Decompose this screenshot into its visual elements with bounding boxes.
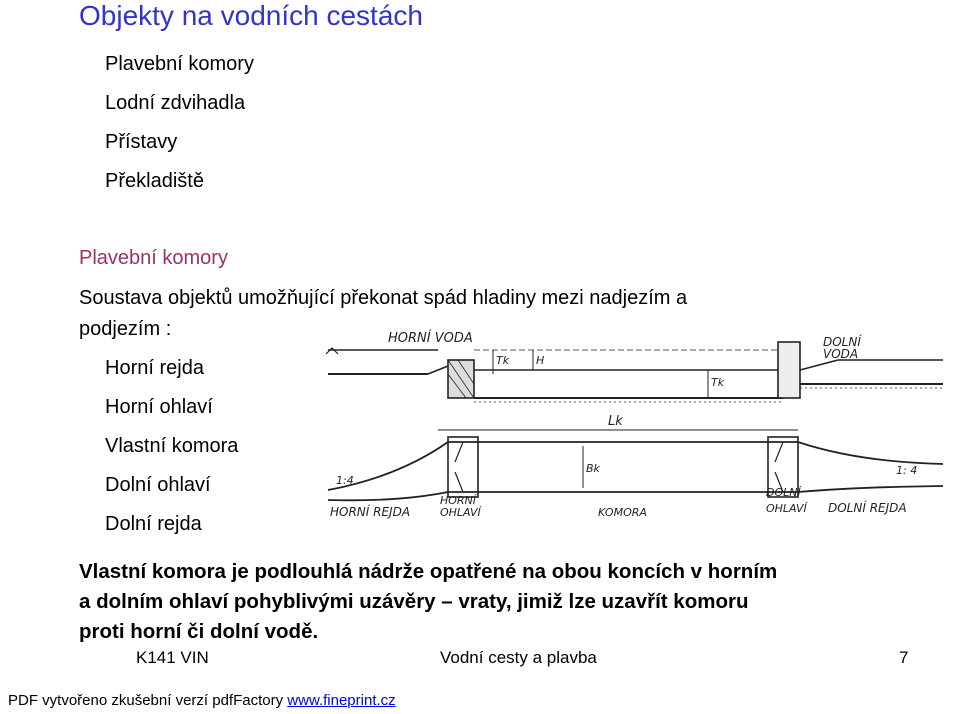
section-title: Plavební komory — [79, 247, 228, 269]
part-item: Dolní rejda — [105, 513, 202, 535]
page-number: 7 — [899, 648, 909, 667]
upper-head-label-2: OHLAVÍ — [440, 506, 481, 519]
upper-water-label: HORNÍ VODA — [388, 331, 473, 346]
fineprint-link[interactable]: www.fineprint.cz — [287, 692, 396, 709]
pdf-note — [8, 692, 396, 709]
lower-approach-label: DOLNÍ REJDA — [828, 501, 907, 515]
topic-item: Přístavy — [105, 131, 178, 153]
lower-head-label-2: OHLAVÍ — [766, 502, 807, 515]
part-item: Dolní ohlaví — [105, 474, 211, 496]
upper-depth-label: Tk — [496, 354, 510, 367]
footer-course: K141 VIN — [136, 648, 209, 667]
topic-item: Lodní zdvihadla — [105, 92, 246, 114]
description-line: proti horní či dolní vodě. — [79, 620, 319, 643]
part-item: Horní ohlaví — [105, 396, 213, 418]
page-title: Objekty na vodních cestách — [79, 0, 423, 31]
slope-left-label: 1:4 — [336, 474, 354, 487]
part-item: Horní rejda — [105, 357, 204, 379]
description-line: a dolním ohlaví pohyblivými uzávěry – vraty, jimiž lze uzavřít komoru — [79, 590, 749, 613]
lower-depth-label: Tk — [711, 376, 725, 389]
topic-item: Překladiště — [105, 170, 204, 192]
slope-right-label: 1: 4 — [896, 464, 918, 477]
head-label: H — [536, 354, 545, 367]
definition-line: podjezím : — [79, 318, 172, 340]
description-line: Vlastní komora je podlouhlá nádrže opatřené na obou koncích v horním — [79, 560, 778, 583]
lower-water-label-1: DOLNÍ — [823, 335, 861, 349]
upper-approach-label: HORNÍ REJDA — [330, 505, 411, 519]
lock-diagram — [318, 322, 950, 532]
topic-item: Plavební komory — [105, 53, 254, 75]
pdf-note-text: PDF vytvořeno zkušební verzí pdfFactory — [8, 692, 288, 709]
upper-head-label-1: HORNÍ — [440, 494, 477, 507]
footer-title: Vodní cesty a plavba — [440, 648, 597, 667]
lower-water-label-2: VODA — [823, 347, 859, 361]
chamber-length-label: Lk — [608, 414, 623, 429]
chamber-width-label: Bk — [586, 462, 600, 475]
definition-line: Soustava objektů umožňující překonat spád hladiny mezi nadjezím a — [79, 287, 688, 309]
part-item: Vlastní komora — [105, 435, 239, 457]
chamber-label: KOMORA — [598, 506, 647, 519]
lower-head-label-1: DOLNÍ — [766, 486, 801, 499]
